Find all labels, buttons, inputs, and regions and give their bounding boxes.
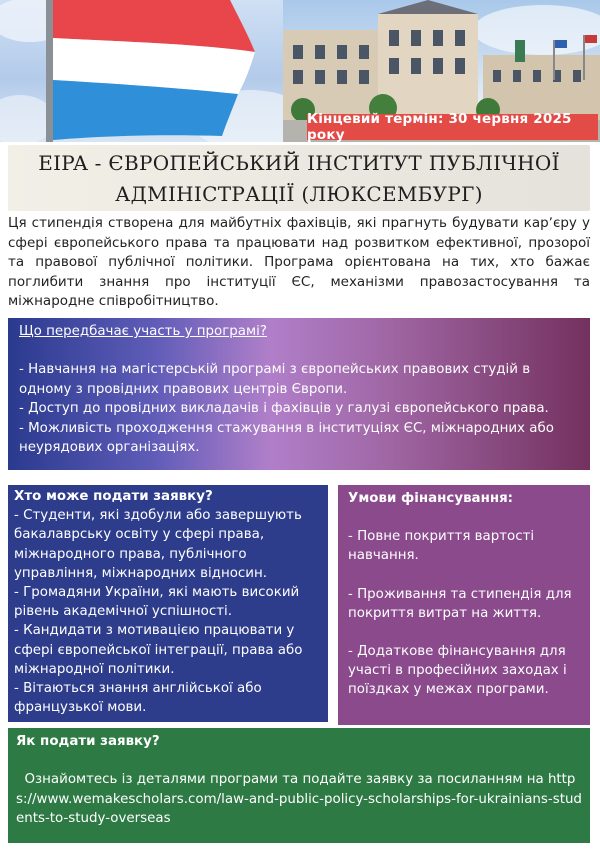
flag-photo — [0, 0, 283, 142]
apply-section — [8, 728, 590, 843]
apply-link[interactable]: https://www.wemakescholars.com/law-and-public-policy-scholarships-for-ukrainians-students-to-study-overseas — [16, 772, 582, 827]
eligibility-item: - Кандидати з мотивацією працювати у сфері європейської інтеграції, права або міжнародної політики. — [14, 623, 303, 677]
funding-item: - Повне покриття вартості навчання. — [348, 529, 535, 564]
program-heading: Що передбачає участь у програмі? — [19, 324, 267, 339]
eligibility-item: - Вітаються знання англійської або французької мови. — [14, 681, 262, 716]
deadline-banner: Кінцевий термін: 30 червня 2025 року — [307, 114, 598, 140]
funding-item: - Проживання та стипендія для покриття витрат на життя. — [348, 586, 572, 621]
program-item: - Навчання на магістерській програмі з європейських правових студій в одному з провідних правових центрів Європи. — [19, 362, 531, 397]
funding-item: - Додаткове фінансування для участі в професійних заходах і поїздках у межах програми. — [348, 644, 567, 698]
eligibility-item: - Студенти, які здобули або завершують бакалаврську освіту у сфері права, міжнародного права, публічного управління, міжнародних відносин. — [14, 508, 302, 581]
page-title — [8, 145, 590, 210]
title-box — [8, 145, 590, 211]
title-line-1: EIPA - ЄВРОПЕЙСЬКИЙ ІНСТИТУТ ПУБЛІЧНОЇ — [38, 151, 560, 175]
program-item: - Доступ до провідних викладачів і фахівців у галузі європейського права. — [19, 401, 549, 417]
eligibility-section — [8, 485, 328, 722]
hero-banner — [0, 0, 600, 142]
title-line-2: АДМІНІСТРАЦІЇ (ЛЮКСЕМБУРГ) — [115, 182, 483, 206]
program-section — [8, 318, 590, 470]
apply-text — [16, 770, 582, 828]
eligibility-item: - Громадяни України, які мають високий рівень академічної успішності. — [14, 585, 300, 620]
funding-section — [338, 485, 590, 725]
apply-heading: Як подати заявку? — [16, 734, 160, 749]
program-item: - Можливість проходження стажування в інституціях ЄС, міжнародних або неурядових організаціях. — [19, 420, 554, 456]
luxembourg-flag-icon — [0, 0, 283, 142]
intro-paragraph: Ця стипендія створена для майбутніх фахівців, які прагнуть будувати карʼєру у сфері європейського права та працювати над розвитком ефективної, прозорої та правової публічної політики. Програма орієнтована на тих, хто бажає поглибити знання про інституції ЄС, механізми правозастосування та міжнародне співробітництво. — [8, 215, 590, 309]
apply-instructions: Ознайомтесь із деталями програми та подайте заявку за посиланням на — [24, 772, 544, 788]
eligibility-heading: Хто може подати заявку? — [14, 489, 213, 504]
funding-heading: Умови фінансування: — [348, 491, 514, 506]
